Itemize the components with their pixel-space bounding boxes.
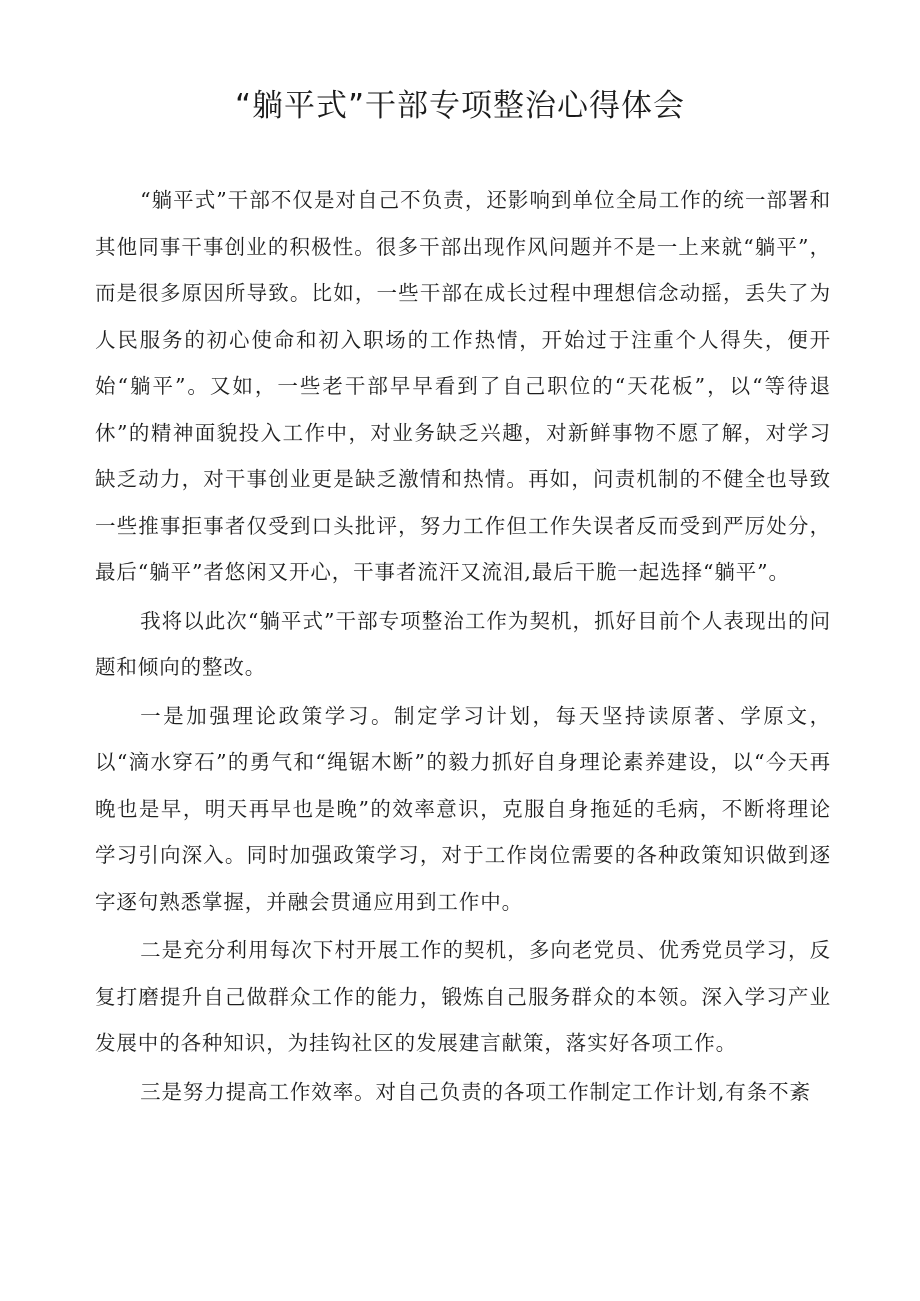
document-title: “躺平式”干部专项整治心得体会 (234, 88, 686, 124)
document-body (95, 177, 831, 1115)
paragraph-commitment: 我将以此次“躺平式”干部专项整治工作为契机，抓好目前个人表现出的问题和倾向的整改。 (95, 608, 831, 679)
paragraph-point-three: 三是努力提高工作效率。对自己负责的各项工作制定工作计划,有条不紊 (140, 1079, 811, 1104)
paragraph-point-two: 二是充分利用每次下村开展工作的契机，多向老党员、优秀党员学习，反复打磨提升自己做群众工作的能力，锻炼自己服务群众的本领。深入学习产业发展中的各种知识，为挂钩社区的发展建言献策，落实好各项工作。 (95, 938, 831, 1055)
paragraph-background: “躺平式”干部不仅是对自己不负责，还影响到单位全局工作的统一部署和其他同事干事创业的积极性。很多干部出现作风问题并不是一上来就“躺平”，而是很多原因所导致。比如，一些干部在成长过程中理想信念动摇，丢失了为人民服务的初心使命和初入职场的工作热情，开始过于注重个人得失，便开始“躺平”。又如，一些老干部早早看到了自己职位的“天花板”，以“等待退休”的精神面貌投入工作中，对业务缺乏兴趣，对新鲜事物不愿了解，对学习缺乏动力，对干事创业更是缺乏激情和热情。再如，问责机制的不健全也导致一些推事拒事者仅受到口头批评，努力工作但工作失误者反而受到严厉处分，最后“躺平”者悠闲又开心，干事者流汗又流泪,最后干脆一起选择“躺平”。 (95, 188, 831, 584)
paragraph-point-one: 一是加强理论政策学习。制定学习计划，每天坚持读原著、学原文，以“滴水穿石”的勇气和“绳锯木断”的毅力抓好自身理论素养建设，以“今天再晚也是早，明天再早也是晚”的效率意识，克服自身拖延的毛病，不断将理论学习引向深入。同时加强政策学习，对于工作岗位需要的各种政策知识做到逐字逐句熟悉掌握，并融会贯通应用到工作中。 (95, 703, 831, 914)
